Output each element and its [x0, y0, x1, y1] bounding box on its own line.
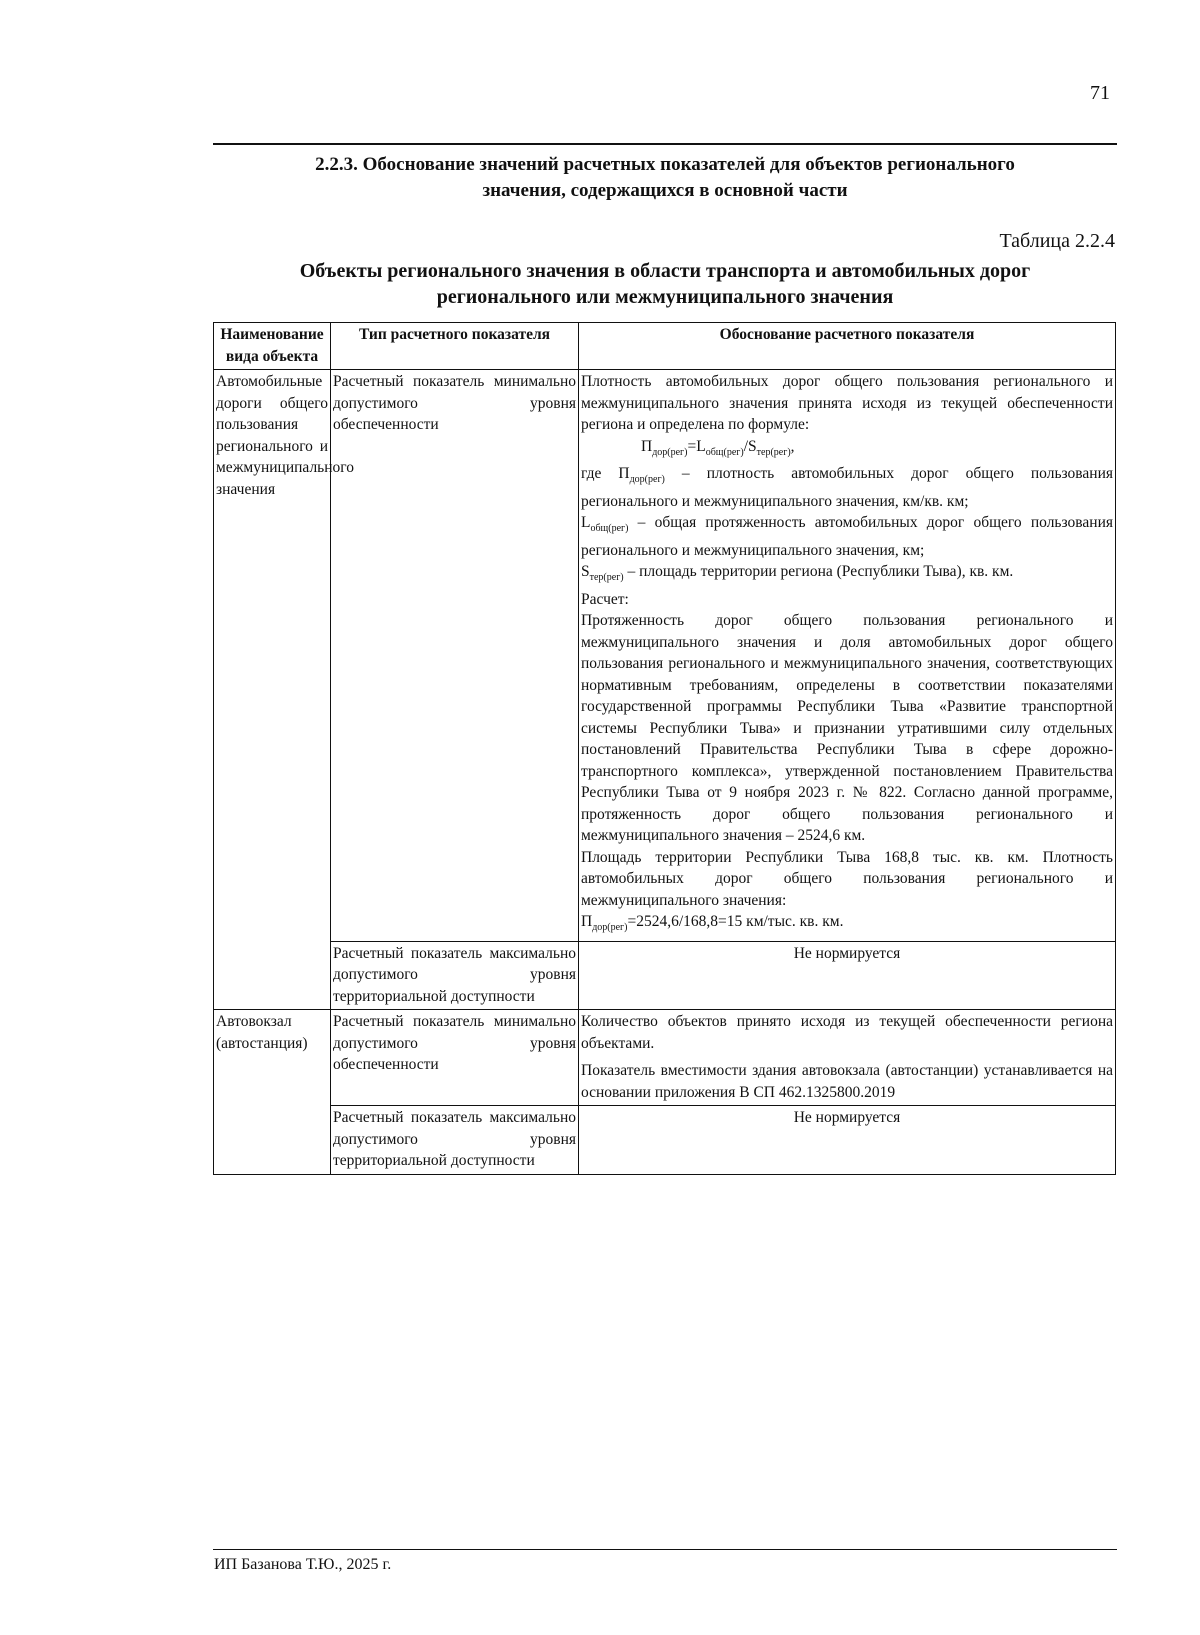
bus-min-justification: [579, 1010, 1116, 1106]
roads-density-intro: Плотность автомобильных дорог общего пользования регионального и межмуниципального значения принята исходя из текущей обеспеченности региона и определена по формуле:: [581, 373, 1113, 433]
footer-rule: [213, 1549, 1117, 1550]
bus-object-name: Автовокзал (автостанция): [214, 1010, 331, 1175]
header-indicator-type: Тип расчетного показателя: [331, 323, 579, 370]
table-label: Таблица 2.2.4: [999, 230, 1115, 252]
formula-where-area: $S_{тер(рег)}$ – площадь территории региона (Республики Тыва), кв. км.: [581, 563, 1014, 584]
formula-where-length: $L_{общ(рег)}$ – общая протяженность автомобильных дорог общего пользования регионального и межмуниципального значения, км;: [581, 514, 1113, 559]
bus-max-indicator-type: Расчетный показатель максимально допустимого уровня территориальной доступности: [331, 1106, 579, 1175]
table-title-line2: регионального или межмуниципального значения: [436, 286, 894, 308]
table-title-line1: Объекты регионального значения в области транспорта и автомобильных дорог: [299, 260, 1031, 282]
header-object-type: Наименование вида объекта: [214, 323, 331, 370]
bus-min-indicator-type: Расчетный показатель минимально допустимого уровня обеспеченности: [331, 1010, 579, 1106]
roads-object-name: Автомобильные дороги общего пользования регионального и межмуниципального значения: [214, 370, 331, 1010]
section-title-line2: значения, содержащихся в основной части: [482, 180, 848, 201]
roads-max-value: Не нормируется: [579, 941, 1116, 1010]
table-row: [214, 941, 1116, 1010]
bus-capacity-text: Показатель вместимости здания автовокзала (автостанции) устанавливается на основании приложения В СП 462.1325800.2019: [581, 1062, 1113, 1101]
page-number: 71: [1090, 82, 1110, 104]
footer-author: ИП Базанова Т.Ю., 2025 г.: [214, 1556, 392, 1573]
table-row: [214, 1106, 1116, 1175]
density-result: $П_{дор(рег)}=2524,6/168,8=15$ км/тыс. кв. км.: [581, 913, 844, 934]
calc-label: Расчет:: [581, 590, 629, 608]
table-row: [214, 1010, 1116, 1106]
indicators-table: [213, 322, 1116, 1175]
calc-text: Протяженность дорог общего пользования регионального и межмуниципального значения и доля автомобильных дорог общего пользования регионального и межмуниципального значения, соответствующих нормативным требованиям, определены в соответствии показателями государственной программы Республики Тыва «Развитие транспортной системы Республики Тыва» и признании утратившими силу отдельных постановлений Правительства Республики Тыва в сфере дорожно-транспортного комплекса», утвержденной постановлением Правительства Республики Тыва от 9 ноября 2023 г. № 822. Согласно данной программе, протяженность дорог общего пользования регионального и межмуниципального значения – 2524,6 км.: [581, 612, 1113, 845]
section-title: [213, 152, 1117, 204]
table-row: [214, 370, 1116, 942]
section-title-line1: 2.2.3. Обоснование значений расчетных показателей для объектов регионального: [315, 154, 1015, 175]
table-title: [213, 258, 1117, 310]
roads-max-indicator-type: Расчетный показатель максимально допустимого уровня территориальной доступности: [331, 941, 579, 1010]
header-rule: [213, 143, 1117, 145]
roads-min-justification: [579, 370, 1116, 942]
roads-min-indicator-type: Расчетный показатель минимально допустимого уровня обеспеченности: [331, 370, 579, 942]
area-text: Площадь территории Республики Тыва 168,8 тыс. кв. км. Плотность автомобильных дорог общего пользования регионального и межмуниципального значения:: [581, 848, 1113, 909]
formula-where-density: где $П_{дор(рег)}$ – плотность автомобильных дорог общего пользования регионального и межмуниципального значения, км/кв. км;: [581, 465, 1114, 510]
header-justification: Обоснование расчетного показателя: [579, 323, 1116, 370]
table-header-row: [214, 323, 1116, 370]
density-formula: $П_{дор(рег)}=L_{общ(рег)}/S_{тер(рег)}$,: [641, 437, 795, 458]
bus-max-value: Не нормируется: [579, 1106, 1116, 1175]
bus-count-text: Количество объектов принято исходя из текущей обеспеченности региона объектами.: [581, 1013, 1113, 1052]
